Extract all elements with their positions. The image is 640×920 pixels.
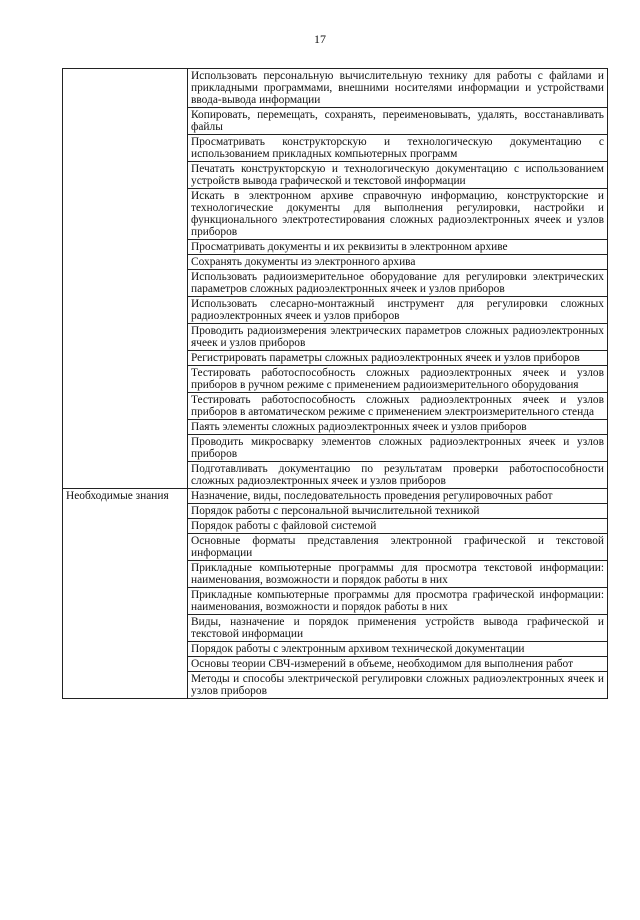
- skills-item: Использовать персональную вычислительную технику для работы с файлами и прикладными программами, внешними носителями информации и устройствами ввода-вывода информации: [188, 69, 608, 108]
- skills-item: Сохранять документы из электронного архива: [188, 255, 608, 270]
- skills-item: Просматривать конструкторскую и технологическую документацию с использованием прикладных компьютерных программ: [188, 135, 608, 162]
- skills-item: Использовать слесарно-монтажный инструмент для регулировки сложных радиоэлектронных ячеек и узлов приборов: [188, 297, 608, 324]
- skills-item: Копировать, перемещать, сохранять, переименовывать, удалять, восстанавливать файлы: [188, 108, 608, 135]
- skills-item: Использовать радиоизмерительное оборудование для регулировки электрических параметров сложных радиоэлектронных ячеек и узлов приборов: [188, 270, 608, 297]
- knowledge-item: Основные форматы представления электронной графической и текстовой информации: [188, 534, 608, 561]
- skills-item: Проводить микросварку элементов сложных радиоэлектронных ячеек и узлов приборов: [188, 435, 608, 462]
- skills-item: Регистрировать параметры сложных радиоэлектронных ячеек и узлов приборов: [188, 351, 608, 366]
- skills-item: Просматривать документы и их реквизиты в электронном архиве: [188, 240, 608, 255]
- requirements-table: [62, 68, 608, 699]
- knowledge-item: Прикладные компьютерные программы для просмотра графической информации: наименования, возможности и порядок работы в них: [188, 588, 608, 615]
- skills-section-label: [63, 69, 188, 489]
- knowledge-item: Порядок работы с файловой системой: [188, 519, 608, 534]
- knowledge-item: Виды, назначение и порядок применения устройств вывода графической и текстовой информации: [188, 615, 608, 642]
- skills-item: Искать в электронном архиве справочную информацию, конструкторские и технологические документы для выполнения регулировки, настройки и функционального электротестирования сложных радиоэлектронных ячеек и узлов приборов: [188, 189, 608, 240]
- knowledge-item: Методы и способы электрической регулировки сложных радиоэлектронных ячеек и узлов приборов: [188, 672, 608, 699]
- skills-item: Печатать конструкторскую и технологическую документацию с использованием устройств вывода графической и текстовой информации: [188, 162, 608, 189]
- skills-item: Проводить радиоизмерения электрических параметров сложных радиоэлектронных ячеек и узлов приборов: [188, 324, 608, 351]
- skills-row: [63, 69, 608, 108]
- knowledge-section-label: Необходимые знания: [63, 489, 188, 699]
- knowledge-item: Прикладные компьютерные программы для просмотра текстовой информации: наименования, возможности и порядок работы в них: [188, 561, 608, 588]
- knowledge-item: Порядок работы с персональной вычислительной техникой: [188, 504, 608, 519]
- skills-item: Паять элементы сложных радиоэлектронных ячеек и узлов приборов: [188, 420, 608, 435]
- knowledge-item: Порядок работы с электронным архивом технической документации: [188, 642, 608, 657]
- skills-item: Подготавливать документацию по результатам проверки работоспособности сложных радиоэлектронных ячеек и узлов приборов: [188, 462, 608, 489]
- knowledge-item: Назначение, виды, последовательность проведения регулировочных работ: [188, 489, 608, 504]
- knowledge-row: [63, 489, 608, 504]
- requirements-table-body: [63, 69, 608, 699]
- skills-item: Тестировать работоспособность сложных радиоэлектронных ячеек и узлов приборов в ручном режиме с применением радиоизмерительного оборудования: [188, 366, 608, 393]
- page-number: 17: [314, 32, 326, 46]
- knowledge-item: Основы теории СВЧ-измерений в объеме, необходимом для выполнения работ: [188, 657, 608, 672]
- skills-item: Тестировать работоспособность сложных радиоэлектронных ячеек и узлов приборов в автоматическом режиме с применением электроизмерительного стенда: [188, 393, 608, 420]
